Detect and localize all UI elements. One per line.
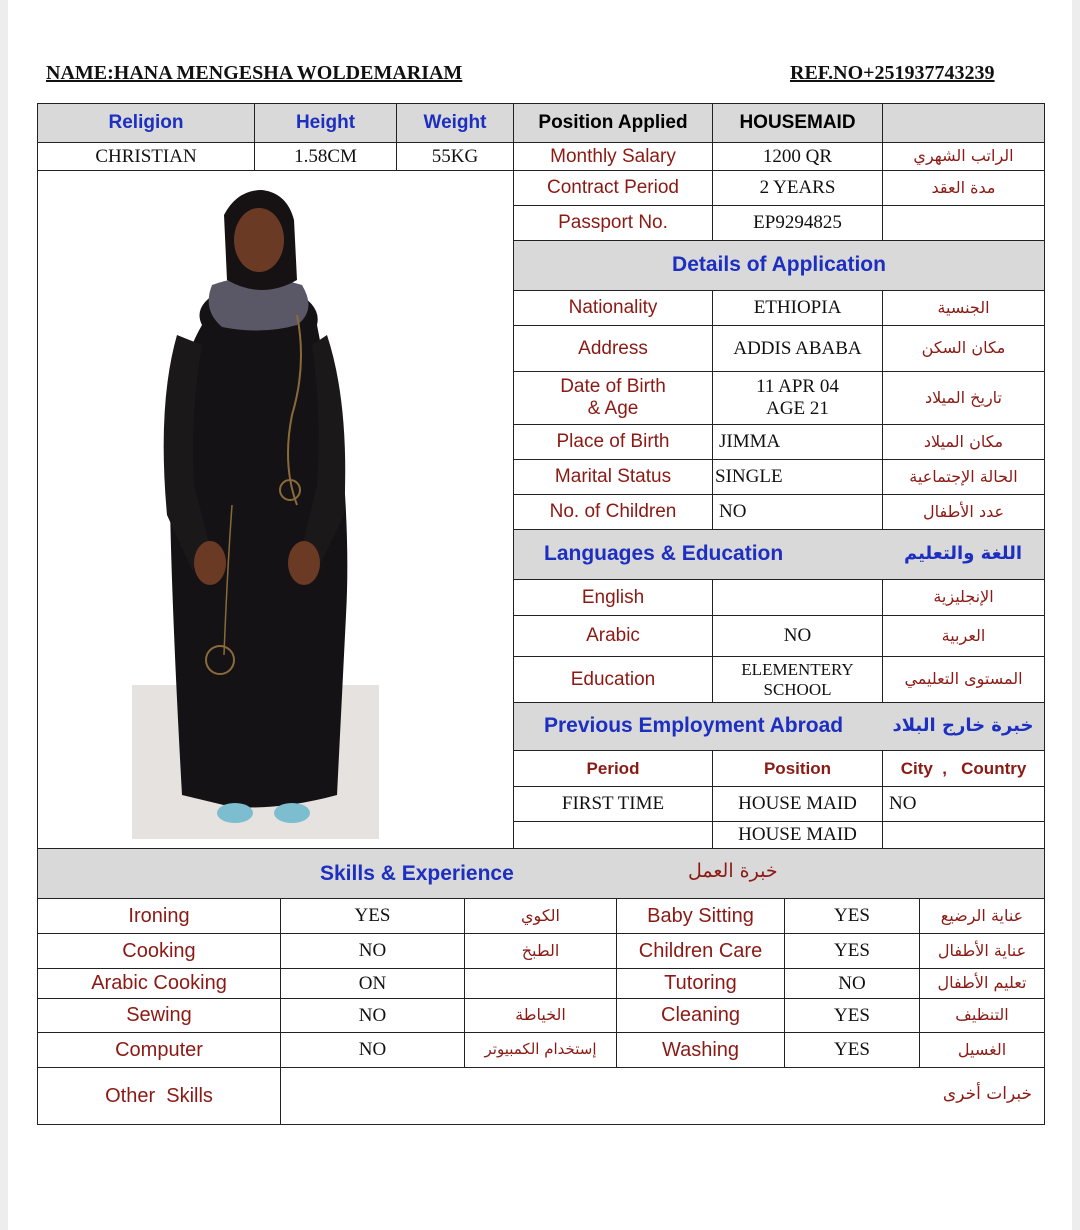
education-value-line1: ELEMENTERY <box>741 659 854 679</box>
skills-section-title-ar: خبرة العمل <box>688 860 778 882</box>
employment-row-2-city <box>882 821 1045 849</box>
address-label: Address <box>513 325 713 372</box>
height-value: 1.58CM <box>254 142 397 171</box>
skill-sewing-value: NO <box>280 998 465 1033</box>
dob-age: AGE 21 <box>766 398 829 419</box>
employment-row-1-position: HOUSE MAID <box>712 786 883 822</box>
skill-arabic-cooking-label: Arabic Cooking <box>37 968 281 999</box>
education-label: Education <box>513 656 713 703</box>
english-value <box>712 579 883 616</box>
skill-children-care-label: Children Care <box>616 933 785 969</box>
contract-period-label: Contract Period <box>513 170 713 206</box>
children-value: NO <box>712 494 883 530</box>
contract-period-ar: مدة العقد <box>882 170 1045 206</box>
skill-computer-label: Computer <box>37 1032 281 1068</box>
employment-row-2-period <box>513 821 713 849</box>
skill-baby-sitting-label: Baby Sitting <box>616 898 785 934</box>
arabic-label: Arabic <box>513 615 713 657</box>
english-label: English <box>513 579 713 616</box>
pob-ar: مكان الميلاد <box>882 424 1045 460</box>
skill-cleaning-value: YES <box>784 998 920 1033</box>
skill-ironing-label: Ironing <box>37 898 281 934</box>
religion-label: Religion <box>37 103 255 143</box>
skill-cleaning-ar: التنظيف <box>919 998 1045 1033</box>
skill-tutoring-label: Tutoring <box>616 968 785 999</box>
position-applied-blank <box>882 103 1045 143</box>
skill-baby-sitting-value: YES <box>784 898 920 934</box>
marital-label: Marital Status <box>513 459 713 495</box>
pob-value: JIMMA <box>712 424 883 460</box>
period-header: Period <box>513 750 713 787</box>
skill-children-care-ar: عناية الأطفال <box>919 933 1045 969</box>
skill-tutoring-value: NO <box>784 968 920 999</box>
skill-arabic-cooking-value: ON <box>280 968 465 999</box>
skill-sewing-ar: الخياطة <box>464 998 617 1033</box>
other-skills-label: Other Skills <box>37 1067 281 1125</box>
skill-tutoring-ar: تعليم الأطفال <box>919 968 1045 999</box>
reference-number: REF.NO+251937743239 <box>790 62 995 84</box>
passport-value: EP9294825 <box>712 205 883 241</box>
dob-value <box>712 371 883 425</box>
marital-ar: الحالة الإجتماعية <box>882 459 1045 495</box>
arabic-ar: العربية <box>882 615 1045 657</box>
skill-children-care-value: YES <box>784 933 920 969</box>
dob-date: 11 APR 04 <box>756 376 839 398</box>
position-header: Position <box>712 750 883 787</box>
employment-section-title: Previous Employment Abroad <box>513 702 883 751</box>
monthly-salary-label: Monthly Salary <box>513 142 713 171</box>
monthly-salary-value: 1200 QR <box>712 142 883 171</box>
children-ar: عدد الأطفال <box>882 494 1045 530</box>
position-applied-label: Position Applied <box>513 103 713 143</box>
skills-section-title: Skills & Experience <box>320 862 514 885</box>
dob-label-line2: & Age <box>587 398 639 419</box>
languages-section-title: Languages & Education <box>513 529 883 580</box>
skill-arabic-cooking-ar <box>464 968 617 999</box>
monthly-salary-ar: الراتب الشهري <box>882 142 1045 171</box>
skill-cooking-value: NO <box>280 933 465 969</box>
contract-period-value: 2 YEARS <box>712 170 883 206</box>
skill-baby-sitting-ar: عناية الرضيع <box>919 898 1045 934</box>
education-value-line2: SCHOOL <box>763 679 832 699</box>
skill-computer-ar: إستخدام الكمبيوتر <box>464 1032 617 1068</box>
nationality-label: Nationality <box>513 290 713 326</box>
children-label: No. of Children <box>513 494 713 530</box>
skill-cooking-ar: الطبخ <box>464 933 617 969</box>
skill-washing-ar: الغسيل <box>919 1032 1045 1068</box>
marital-value: SINGLE <box>712 459 883 495</box>
other-skills-value <box>280 1067 1045 1125</box>
city-country-header: City , Country <box>882 750 1045 787</box>
skill-ironing-ar: الكوي <box>464 898 617 934</box>
english-ar: الإنجليزية <box>882 579 1045 616</box>
dob-ar: تاريخ الميلاد <box>882 371 1045 425</box>
arabic-value: NO <box>712 615 883 657</box>
skill-computer-value: NO <box>280 1032 465 1068</box>
dob-label <box>513 371 713 425</box>
address-ar: مكان السكن <box>882 325 1045 372</box>
weight-label: Weight <box>396 103 514 143</box>
dob-label-line1: Date of Birth <box>560 376 666 398</box>
religion-value: CHRISTIAN <box>37 142 255 171</box>
languages-section-title-ar: اللغة والتعليم <box>882 529 1045 580</box>
candidate-name: NAME:HANA MENGESHA WOLDEMARIAM <box>46 62 463 84</box>
employment-section-title-ar: خبرة خارج البلاد <box>882 702 1045 751</box>
skill-ironing-value: YES <box>280 898 465 934</box>
nationality-ar: الجنسية <box>882 290 1045 326</box>
position-applied-value: HOUSEMAID <box>712 103 883 143</box>
details-section-title: Details of Application <box>513 240 1045 291</box>
address-value: ADDIS ABABA <box>712 325 883 372</box>
employment-row-2-position: HOUSE MAID <box>712 821 883 849</box>
height-label: Height <box>254 103 397 143</box>
skills-section-header <box>37 848 1045 899</box>
skill-washing-value: YES <box>784 1032 920 1068</box>
other-skills-ar: خبرات أخرى <box>942 1084 1032 1104</box>
skill-cleaning-label: Cleaning <box>616 998 785 1033</box>
pob-label: Place of Birth <box>513 424 713 460</box>
candidate-photo <box>132 185 379 839</box>
skill-washing-label: Washing <box>616 1032 785 1068</box>
education-value <box>712 656 883 703</box>
employment-row-1-period: FIRST TIME <box>513 786 713 822</box>
education-ar: المستوى التعليمي <box>882 656 1045 703</box>
passport-label: Passport No. <box>513 205 713 241</box>
weight-value: 55KG <box>396 142 514 171</box>
nationality-value: ETHIOPIA <box>712 290 883 326</box>
skill-cooking-label: Cooking <box>37 933 281 969</box>
skill-sewing-label: Sewing <box>37 998 281 1033</box>
passport-ar <box>882 205 1045 241</box>
employment-row-1-city: NO <box>882 786 1045 822</box>
